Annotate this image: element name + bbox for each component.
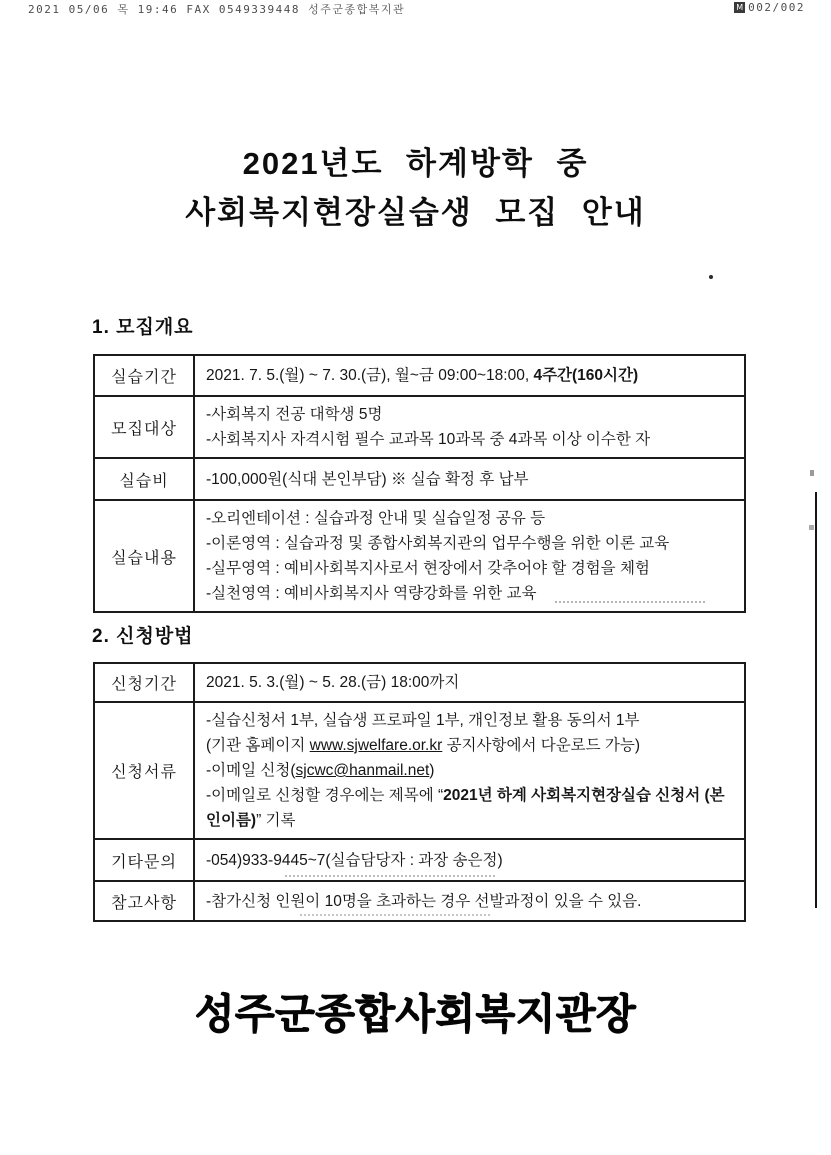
row-label: 참고사항 bbox=[94, 881, 194, 921]
section-2-heading: 2. 신청방법 bbox=[92, 626, 194, 647]
title-line-2: 사회복지현장실습생 모집 안내 bbox=[185, 195, 646, 230]
table-row bbox=[94, 355, 745, 396]
practice-content-line: -이론영역 : 실습과정 및 종합사회복지관의 업무수행을 위한 이론 교육 bbox=[206, 535, 670, 552]
row-label: 기타문의 bbox=[94, 839, 194, 881]
practice-period-text: 2021. 7. 5.(월) ~ 7. 30.(금), 월~금 09:00~18:00, bbox=[206, 367, 534, 384]
fax-page-icon: M bbox=[734, 2, 745, 13]
table-row bbox=[94, 500, 745, 612]
row-value: -054)933-9445~7(실습담당자 : 과장 송은정) bbox=[194, 839, 745, 881]
table-row bbox=[94, 702, 745, 839]
row-value: 2021. 5. 3.(월) ~ 5. 28.(금) 18:00까지 bbox=[194, 663, 745, 702]
recruit-target-line: -사회복지사 자격시험 필수 교과목 10과목 중 4과목 이상 이수한 자 bbox=[206, 431, 651, 448]
recruitment-overview-table bbox=[93, 354, 746, 613]
email-text-prefix: -이메일 신청( bbox=[206, 762, 296, 779]
scan-artifact-smudge bbox=[555, 601, 705, 603]
application-docs-line: -실습신청서 1부, 실습생 프로파일 1부, 개인정보 활용 동의서 1부 bbox=[206, 712, 640, 729]
practice-content-line: -실무영역 : 예비사회복지사로서 현장에서 갖추어야 할 경험을 체험 bbox=[206, 560, 650, 577]
table-row bbox=[94, 396, 745, 458]
email-address: sjcwc@hanmail.net bbox=[295, 762, 430, 779]
row-label: 실습기간 bbox=[94, 355, 194, 396]
document-title bbox=[0, 139, 831, 237]
row-value: -참가신청 인원이 10명을 초과하는 경우 선발과정이 있을 수 있음. bbox=[194, 881, 745, 921]
table-row bbox=[94, 663, 745, 702]
row-label: 신청서류 bbox=[94, 702, 194, 839]
scan-artifact-dot bbox=[709, 275, 713, 279]
scan-artifact-smudge bbox=[300, 914, 490, 916]
fax-page-number: 002/002 bbox=[748, 1, 805, 14]
practice-content-line: -실천영역 : 예비사회복지사 역량강화를 위한 교육 bbox=[206, 585, 537, 602]
section-1-heading: 1. 모집개요 bbox=[92, 317, 194, 338]
row-label: 신청기간 bbox=[94, 663, 194, 702]
homepage-text-prefix: (기관 홈페이지 bbox=[206, 737, 310, 754]
row-label: 모집대상 bbox=[94, 396, 194, 458]
row-value bbox=[194, 500, 745, 612]
signature: 성주군종합사회복지관장 bbox=[194, 991, 637, 1037]
row-label: 실습비 bbox=[94, 458, 194, 500]
fax-timestamp-line: 2021 05/06 목 19:46 FAX 0549339448 성주군종합복지관 bbox=[28, 3, 406, 16]
subject-title-bold: 2021년 하계 사회복지현장실습 신청서 (본인이름) bbox=[206, 787, 725, 829]
row-value bbox=[194, 396, 745, 458]
practice-content-line: -오리엔테이션 : 실습과정 안내 및 실습일정 공유 등 bbox=[206, 510, 546, 527]
scan-artifact-speck bbox=[810, 470, 814, 476]
scan-artifact-smudge bbox=[285, 875, 495, 877]
application-docs-line bbox=[206, 733, 736, 758]
subject-text-suffix: ” 기록 bbox=[256, 812, 296, 829]
title-line-1: 2021년도 하계방학 중 bbox=[242, 146, 589, 181]
application-method-table bbox=[93, 662, 746, 922]
practice-period-bold: 4주간(160시간) bbox=[533, 367, 639, 384]
application-docs-line bbox=[206, 783, 736, 833]
fax-page-count bbox=[734, 1, 805, 14]
row-value bbox=[194, 355, 745, 396]
homepage-url: www.sjwelfare.or.kr bbox=[309, 737, 443, 754]
subject-text-prefix: -이메일로 신청할 경우에는 제목에 “ bbox=[206, 787, 444, 804]
fax-header bbox=[28, 1, 805, 17]
email-text-suffix: ) bbox=[429, 762, 435, 779]
row-value bbox=[194, 702, 745, 839]
scan-artifact-edge-line bbox=[815, 492, 817, 908]
row-value: -100,000원(식대 본인부담) ※ 실습 확정 후 납부 bbox=[194, 458, 745, 500]
homepage-text-suffix: 공지사항에서 다운로드 가능) bbox=[442, 737, 641, 754]
row-label: 실습내용 bbox=[94, 500, 194, 612]
recruit-target-line: -사회복지 전공 대학생 5명 bbox=[206, 406, 383, 423]
application-docs-line bbox=[206, 758, 736, 783]
scan-artifact-speck bbox=[809, 525, 814, 530]
table-row bbox=[94, 458, 745, 500]
